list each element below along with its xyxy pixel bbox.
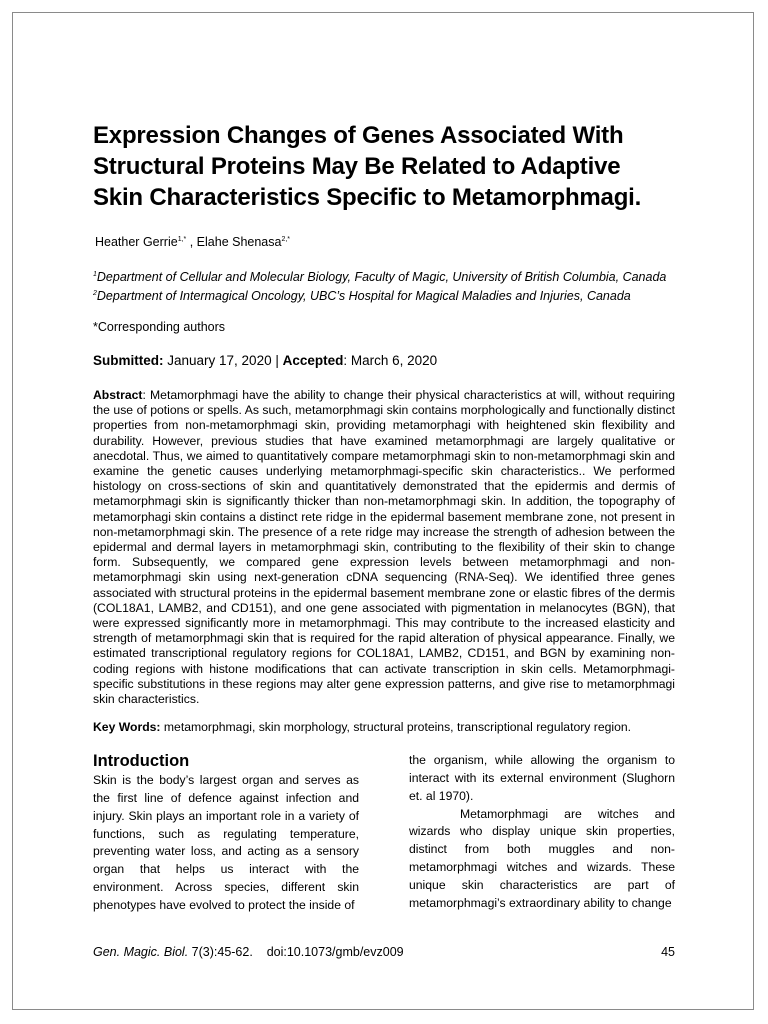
- intro-paragraph-2: Metamorphmagi are witches and wizards who display unique skin properties, distinct from both muggles and non-metamorphmagi witches and wizards. These unique skin characteristics are part of metamorphmagi’s extraordinary ability to change: [409, 806, 675, 910]
- submitted-date: January 17, 2020 |: [163, 353, 283, 368]
- author-superscript: 1,*: [177, 236, 187, 243]
- affiliation-number: 1: [93, 271, 97, 278]
- introduction-heading: Introduction: [93, 752, 190, 771]
- article: [93, 120, 675, 915]
- citation: [93, 945, 404, 959]
- citation-details: 7(3):45-62. doi:10.1073/gmb/evz009: [188, 945, 404, 959]
- author-name: Heather Gerrie: [95, 235, 178, 249]
- intro-paragraph: Skin is the body’s largest organ and serves as the first line of defence against infection and injury. Skin plays an important role in a variety of functions, such as regulating temperature, preventing water loss, and acting as a sensory organ that helps us interact with the environment. Across species, different skin phenotypes have evolved to protect the inside of: [93, 773, 359, 912]
- affiliation-2: [93, 287, 675, 306]
- affiliation-number: 2: [93, 289, 97, 297]
- accepted-date: : March 6, 2020: [343, 353, 438, 368]
- right-column: [409, 752, 675, 914]
- body-columns: [93, 752, 675, 914]
- author-superscript: 2,*: [281, 236, 291, 243]
- affiliations: [93, 268, 675, 305]
- corresponding-note: *Corresponding authors: [93, 320, 226, 334]
- journal-name: Gen. Magic. Biol.: [93, 945, 189, 959]
- keywords: [93, 720, 675, 734]
- abstract: [93, 388, 675, 707]
- intro-paragraph-continued: the organism, while allowing the organism to interact with its external environment (Slughorn et. al 1970).: [409, 753, 675, 803]
- page-number: 45: [661, 945, 675, 959]
- affiliation-text: Department of Cellular and Molecular Biology, Faculty of Magic, University of British Columbia, Canada: [96, 270, 667, 284]
- author-list: [93, 235, 675, 249]
- affiliation-text: Department of Intermagical Oncology, UBC’s Hospital for Magical Maladies and Injuries, Canada: [96, 288, 631, 303]
- affiliation-1: [93, 268, 675, 287]
- keywords-label: Key Words:: [93, 720, 161, 735]
- author-name: Elahe Shenasa: [196, 235, 282, 249]
- article-title: Expression Changes of Genes Associated With Structural Proteins May Be Related to Adaptive Skin Characteristics Specific to Metamorphmagi.: [93, 122, 642, 211]
- author-separator: ,: [186, 235, 197, 249]
- keywords-text: metamorphmagi, skin morphology, structural proteins, transcriptional regulatory region.: [160, 720, 632, 735]
- page-footer: [93, 945, 675, 959]
- submission-dates: [93, 353, 675, 368]
- accepted-label: Accepted: [282, 353, 344, 368]
- abstract-text: : Metamorphmagi have the ability to change their physical characteristics at will, without requiring the use of potions or spells. As such, metamorphmagi skin contains morphologically and functionally distinct properties from non-metamorphmagi skin, providing metamorphagi with heightened skin flexibility and durability. However, previous studies that have examined metamorphmagi are largely qualitative or anecdotal. Thus, we aimed to quantitatively compare metamorphmagi skin to non-metamorphmagi skin and examine the genetic causes underlying metamorphmagi-specific skin characteristics.. We performed histology on cross-sections of skin and quantitatively demonstrated that the epidermis and dermis of metamorphmagi skin is significantly thicker than non-metamorphmagi skin. In addition, the topography of metamorphagi skin contains a distinct rete ridge in the epidermal basement membrane zone, not present in non-metamorphmagi skin. The presence of a rete ridge may increase the strength of adhesion between the epidermal and dermal layers in metamorphmagi skin, contributing to the flexibility of their skin to change form. Subsequently, we compared gene expression levels between metamorphmagi and non-metamorphmagi skin using next-generation cDNA sequencing (RNA-Seq). We identified three genes associated with structural proteins in the epidermal basement membrane zone or elastic fibres of the dermis (COL18A1, LAMB2, and CD151), and one gene associated with pigmentation in melanocytes (BGN), that were expressed significantly more in metamorphmagi. This may contribute to the increased elasticity and strength of metamorphmagi skin that is required for the rapid alteration of physical appearance. Finally, we estimated transcriptional regulatory regions for COL18A1, LAMB2, CD151, and BGN by examining non-coding regions with histone modifications that can activate transcription in skin cells. Metamorphmagi-specific substitutions in these regions may alter gene expression patterns, and give rise to metamorphmagi skin characteristics.: [93, 388, 675, 707]
- abstract-label: Abstract: [93, 388, 143, 402]
- left-column: [93, 752, 359, 914]
- submitted-label: Submitted:: [93, 353, 164, 368]
